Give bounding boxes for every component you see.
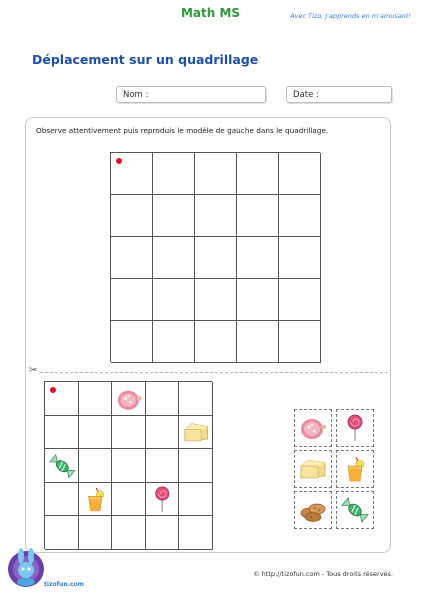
cheese-icon <box>298 454 328 484</box>
grid-cell[interactable] <box>111 279 153 321</box>
page-title: Déplacement sur un quadrillage <box>32 52 259 67</box>
grid-cell <box>79 416 113 450</box>
logo-text: tizofun.com <box>44 581 84 588</box>
grid-cell[interactable] <box>237 153 279 195</box>
sticker-sheet <box>294 409 378 529</box>
grid-cell[interactable] <box>279 237 321 279</box>
grid-cell[interactable] <box>279 195 321 237</box>
grid-cell[interactable] <box>279 153 321 195</box>
grid-cell[interactable] <box>153 153 195 195</box>
grid-cell[interactable] <box>279 279 321 321</box>
juice-icon <box>340 454 370 484</box>
juice-icon <box>81 485 110 514</box>
name-label: Nom : <box>123 90 149 100</box>
grid-cell <box>179 483 213 517</box>
lollipop-icon <box>148 485 177 514</box>
grid-cell[interactable] <box>237 195 279 237</box>
ham-icon <box>298 413 328 443</box>
grid-cell <box>45 516 79 550</box>
cheese-icon <box>182 418 211 447</box>
candy-icon <box>340 495 370 525</box>
grid-cell[interactable] <box>195 279 237 321</box>
grid-cell <box>45 483 79 517</box>
grid-cell <box>146 449 180 483</box>
grid-cell[interactable] <box>279 321 321 363</box>
sticker-juice[interactable] <box>336 450 374 488</box>
start-dot <box>50 387 56 393</box>
date-field[interactable] <box>286 86 392 103</box>
sticker-ham[interactable] <box>294 409 332 447</box>
name-field[interactable] <box>116 86 266 103</box>
subject-title: Math MS <box>180 6 241 20</box>
grid-cell[interactable] <box>195 195 237 237</box>
sticker-cheese[interactable] <box>294 450 332 488</box>
grid-cell <box>146 382 180 416</box>
grid-cell <box>79 516 113 550</box>
grid-cell <box>146 416 180 450</box>
model-grid <box>44 381 212 549</box>
ham-icon <box>115 385 144 414</box>
grid-cell[interactable] <box>153 321 195 363</box>
grid-cell[interactable] <box>237 279 279 321</box>
start-dot <box>116 158 122 164</box>
cookies-icon <box>298 495 328 525</box>
grid-cell <box>45 416 79 450</box>
grid-cell <box>179 516 213 550</box>
grid-cell <box>146 516 180 550</box>
grid-cell <box>112 416 146 450</box>
instruction-text: Observe attentivement puis reproduis le modèle de gauche dans le quadrillage. <box>36 126 329 135</box>
grid-cell[interactable] <box>153 279 195 321</box>
sticker-cookies[interactable] <box>294 491 332 529</box>
sticker-candy[interactable] <box>336 491 374 529</box>
grid-cell[interactable] <box>195 153 237 195</box>
tagline: Avec Tizo, j'apprends en m'amusant! <box>290 12 411 20</box>
lollipop-icon <box>340 413 370 443</box>
cut-line <box>40 372 388 373</box>
grid-cell[interactable] <box>153 195 195 237</box>
grid-cell[interactable] <box>153 237 195 279</box>
grid-cell[interactable] <box>237 237 279 279</box>
grid-cell[interactable] <box>195 321 237 363</box>
grid-cell <box>79 382 113 416</box>
grid-cell[interactable] <box>111 321 153 363</box>
sticker-lollipop[interactable] <box>336 409 374 447</box>
scissors-icon: ✂ <box>29 365 38 376</box>
grid-cell <box>79 449 113 483</box>
answer-grid[interactable] <box>110 152 320 362</box>
grid-cell <box>179 382 213 416</box>
grid-cell[interactable] <box>195 237 237 279</box>
candy-icon <box>48 452 77 481</box>
grid-cell[interactable] <box>237 321 279 363</box>
copyright-footer: © http://tizofun.com - Tous droits réservés. <box>253 570 393 578</box>
grid-cell[interactable] <box>111 195 153 237</box>
date-label: Date : <box>293 90 319 100</box>
tizo-logo <box>6 548 46 588</box>
grid-cell <box>112 516 146 550</box>
grid-cell <box>112 449 146 483</box>
grid-cell <box>112 483 146 517</box>
grid-cell <box>179 449 213 483</box>
grid-cell[interactable] <box>111 237 153 279</box>
